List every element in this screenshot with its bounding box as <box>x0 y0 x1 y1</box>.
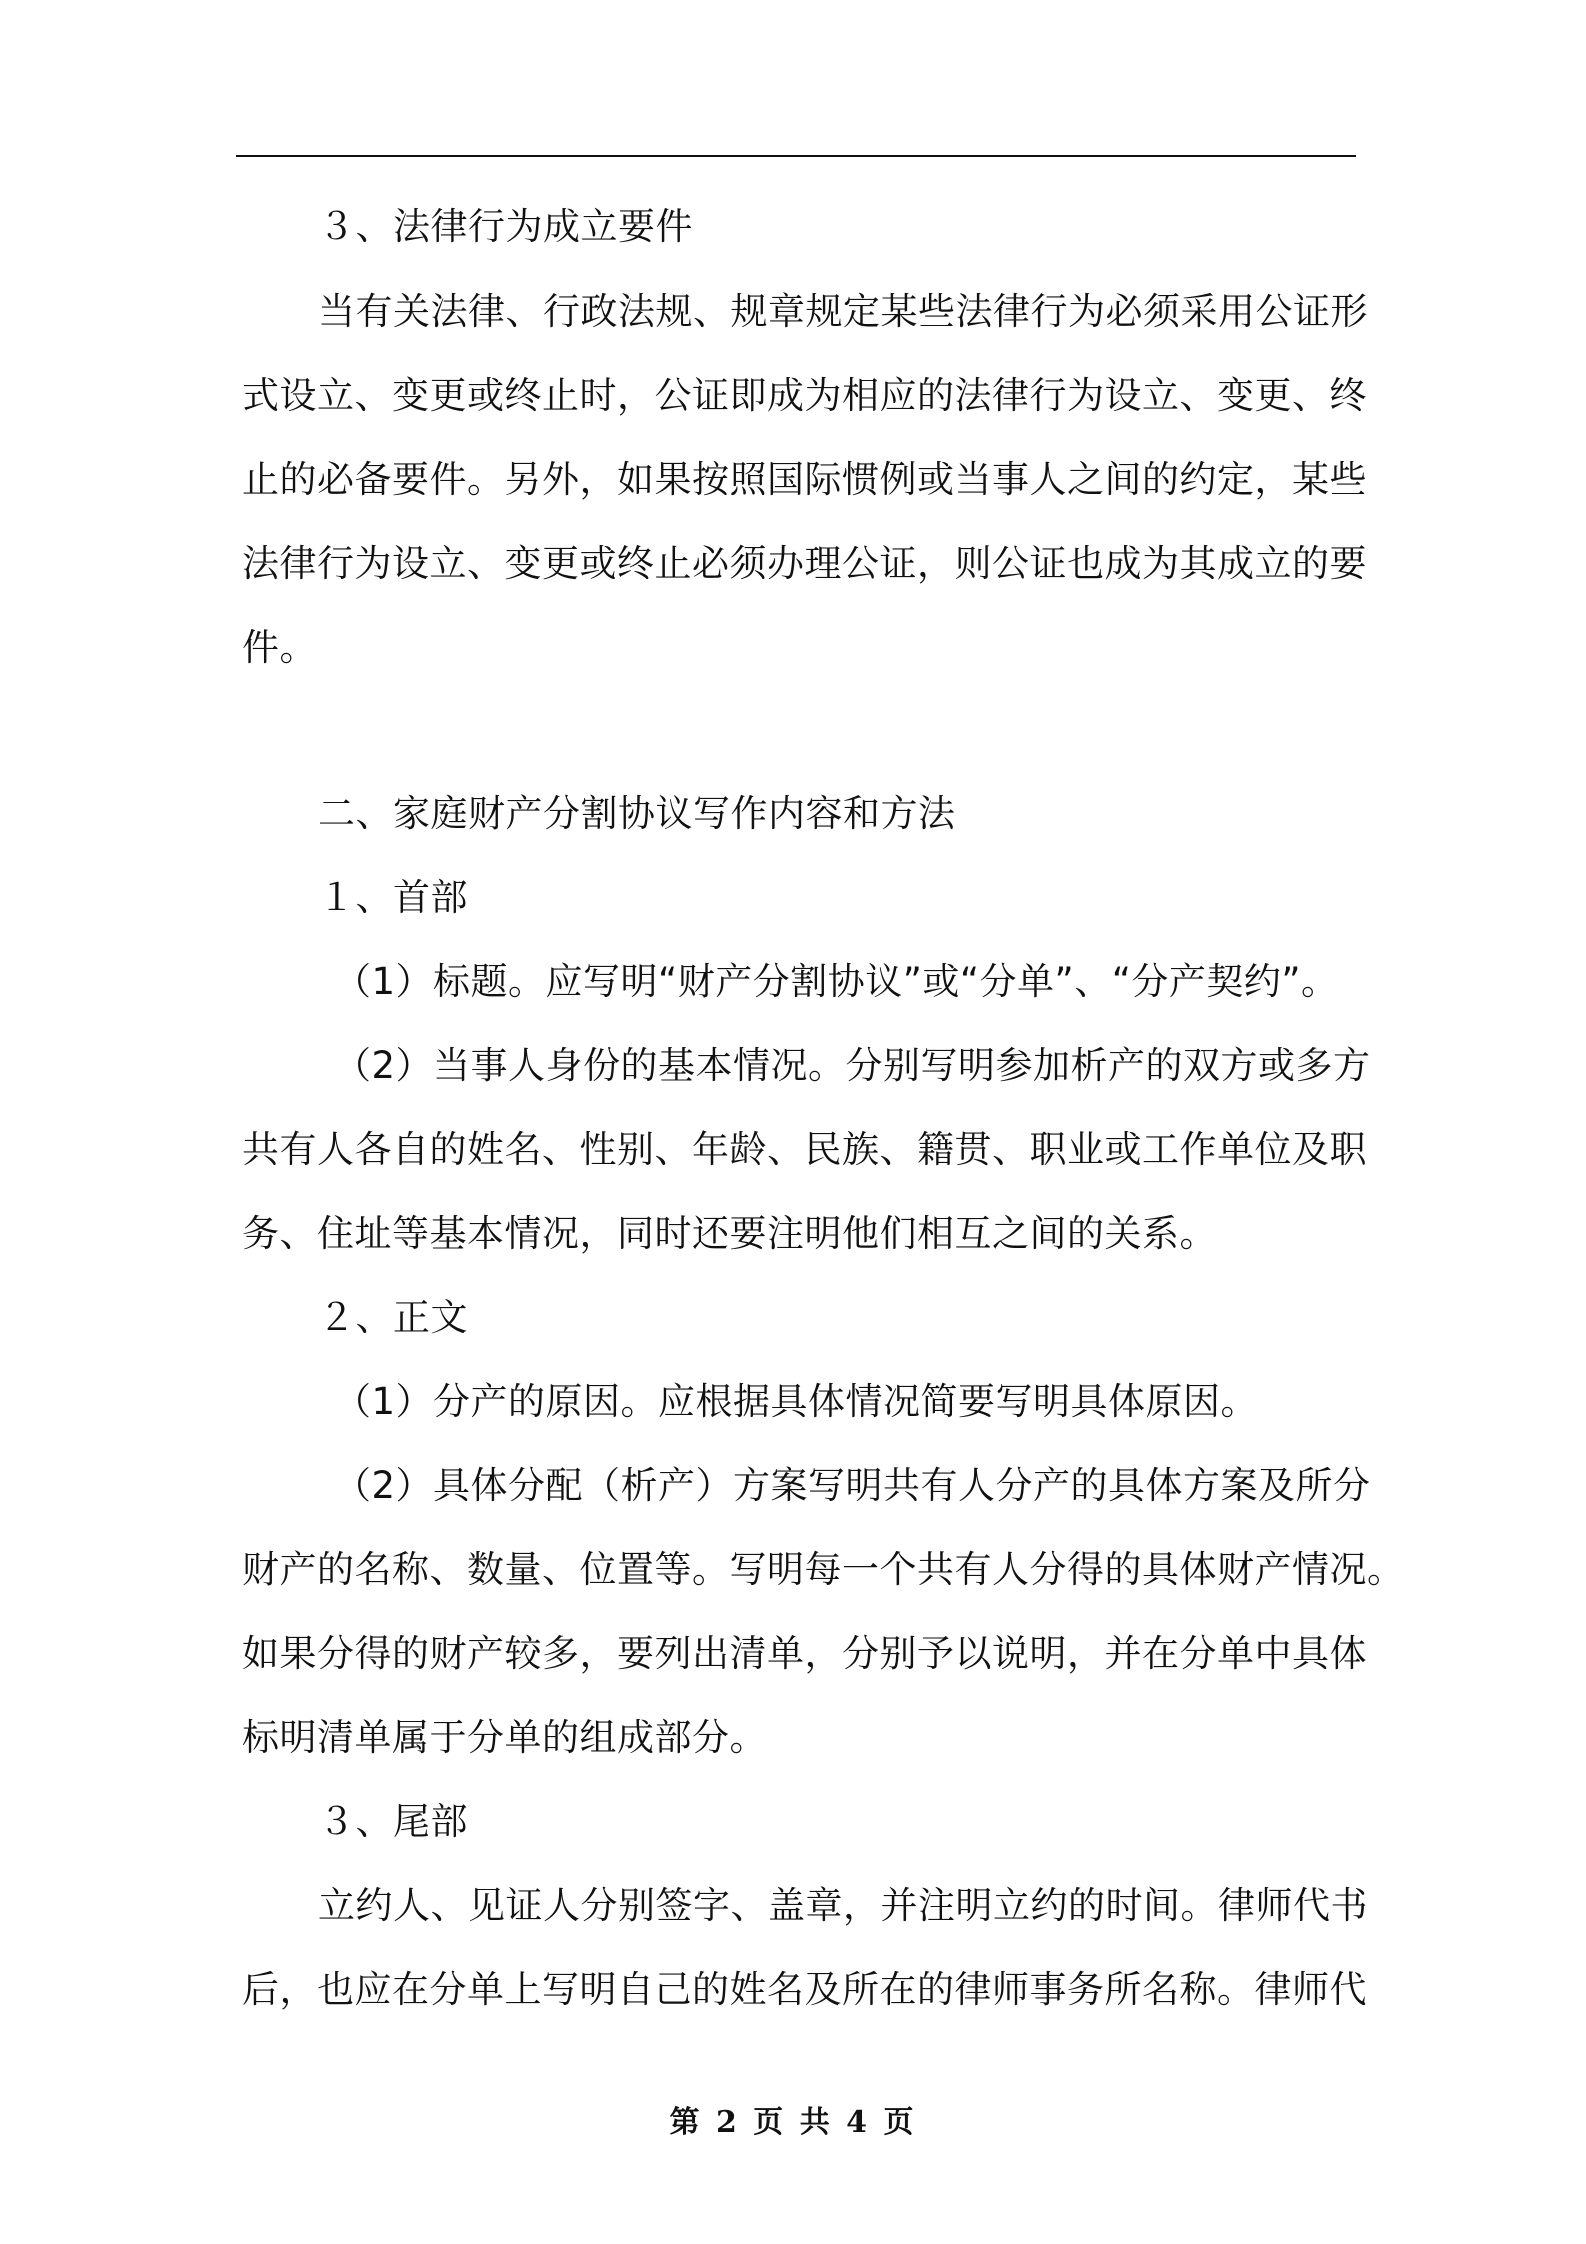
paragraph-line: （2）当事人身份的基本情况。分别写明参加析产的双方或多方 <box>334 1044 1371 1087</box>
paragraph-line: 后，也应在分单上写明自己的姓名及所在的律师事务所名称。律师代 <box>242 1968 1367 2011</box>
paragraph-line: 立约人、见证人分别签字、盖章，并注明立约的时间。律师代书 <box>318 1884 1368 1927</box>
paragraph-line: 标明清单属于分单的组成部分。 <box>242 1716 767 1759</box>
subsection-heading: １、首部 <box>318 876 468 919</box>
page-number: 第 2 页 共 4 页 <box>669 2105 917 2140</box>
section-heading: ３、法律行为成立要件 <box>318 205 693 248</box>
subsection-heading: ３、尾部 <box>318 1800 468 1843</box>
paragraph-line: 法律行为设立、变更或终止必须办理公证，则公证也成为其成立的要 <box>242 542 1367 585</box>
paragraph-line: 共有人各自的姓名、性别、年龄、民族、籍贯、职业或工作单位及职 <box>242 1128 1367 1171</box>
subsection-heading: ２、正文 <box>318 1296 468 1339</box>
paragraph-line: （2）具体分配（析产）方案写明共有人分产的具体方案及所分 <box>334 1464 1371 1507</box>
paragraph-line: （1）分产的原因。应根据具体情况简要写明具体原因。 <box>334 1380 1259 1423</box>
paragraph-line: 如果分得的财产较多，要列出清单，分别予以说明，并在分单中具体 <box>242 1632 1367 1675</box>
header-rule <box>236 155 1356 157</box>
paragraph-line: 当有关法律、行政法规、规章规定某些法律行为必须采用公证形 <box>318 290 1368 333</box>
section-heading: 二、家庭财产分割协议写作内容和方法 <box>318 792 956 835</box>
paragraph-line: 式设立、变更或终止时，公证即成为相应的法律行为设立、变更、终 <box>242 374 1367 417</box>
paragraph-line: 件。 <box>242 626 317 669</box>
paragraph-line: 止的必备要件。另外，如果按照国际惯例或当事人之间的约定，某些 <box>242 458 1367 501</box>
paragraph-line: 务、住址等基本情况，同时还要注明他们相互之间的关系。 <box>242 1212 1217 1255</box>
paragraph-line: （1）标题。应写明“财产分割协议”或“分单”、“分产契约”。 <box>334 960 1339 1003</box>
paragraph-line: 财产的名称、数量、位置等。写明每一个共有人分得的具体财产情况。 <box>242 1548 1405 1591</box>
